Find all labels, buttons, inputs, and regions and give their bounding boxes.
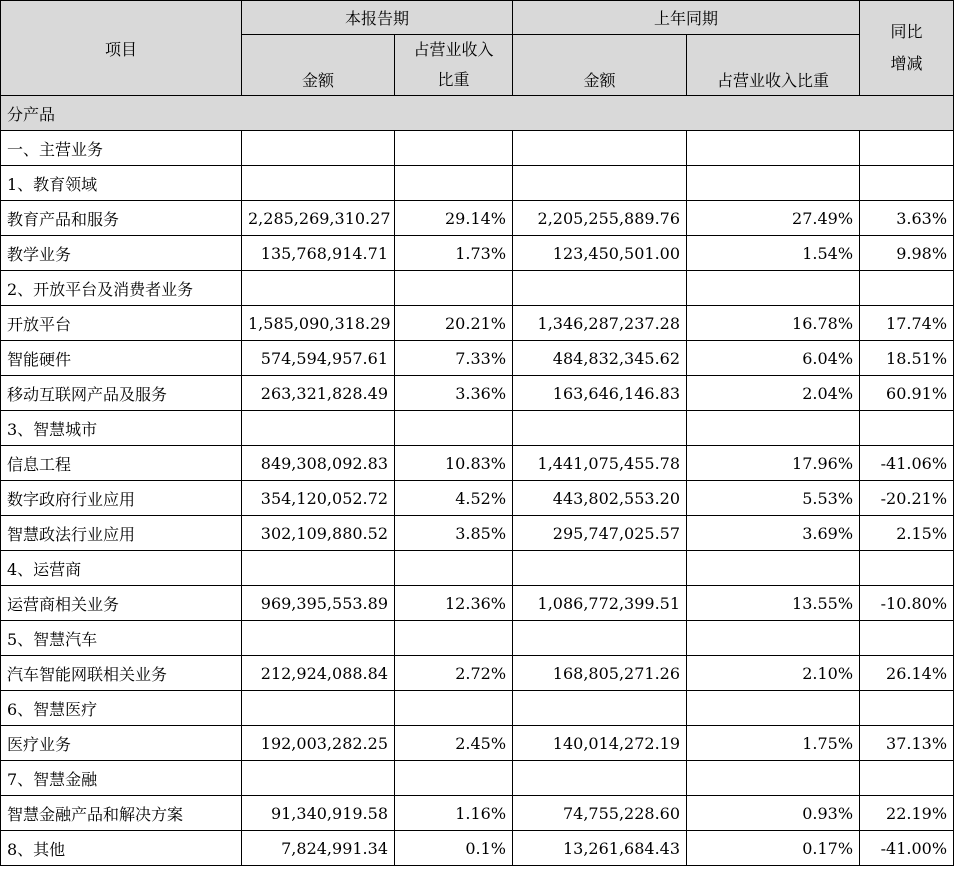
prior-share: 1.54%: [687, 236, 860, 271]
empty-cell: [242, 411, 395, 446]
group-row: [1, 166, 954, 201]
current-amount: 849,308,092.83: [242, 446, 395, 481]
group-label: 一、主营业务: [1, 131, 242, 166]
group-label: 6、智慧医疗: [1, 691, 242, 726]
header-current-share: [395, 35, 513, 96]
yoy-change: 37.13%: [860, 726, 954, 761]
row-label: 汽车智能网联相关业务: [1, 656, 242, 691]
empty-cell: [860, 166, 954, 201]
header-prior-period: 上年同期: [513, 1, 860, 35]
group-label: 3、智慧城市: [1, 411, 242, 446]
table-row: [1, 446, 954, 481]
prior-share: 27.49%: [687, 201, 860, 236]
group-label: 4、运营商: [1, 551, 242, 586]
table-header: [1, 1, 954, 96]
row-label: 信息工程: [1, 446, 242, 481]
group-label: 2、开放平台及消费者业务: [1, 271, 242, 306]
row-label: 智慧金融产品和解决方案: [1, 796, 242, 831]
current-amount: 574,594,957.61: [242, 341, 395, 376]
table-row: [1, 831, 954, 866]
row-label: 智能硬件: [1, 341, 242, 376]
empty-cell: [687, 131, 860, 166]
prior-amount: 1,346,287,237.28: [513, 306, 687, 341]
yoy-change: -10.80%: [860, 586, 954, 621]
empty-cell: [513, 621, 687, 656]
current-amount: 302,109,880.52: [242, 516, 395, 551]
empty-cell: [687, 691, 860, 726]
prior-share: 0.17%: [687, 831, 860, 866]
empty-cell: [242, 761, 395, 796]
prior-share: 13.55%: [687, 586, 860, 621]
prior-amount: 1,086,772,399.51: [513, 586, 687, 621]
group-label: 7、智慧金融: [1, 761, 242, 796]
group-label: 1、教育领域: [1, 166, 242, 201]
current-share: 29.14%: [395, 201, 513, 236]
section-label: 分产品: [1, 96, 954, 131]
empty-cell: [860, 411, 954, 446]
yoy-change: -41.06%: [860, 446, 954, 481]
empty-cell: [395, 166, 513, 201]
empty-cell: [513, 166, 687, 201]
empty-cell: [860, 621, 954, 656]
table-row: [1, 341, 954, 376]
empty-cell: [395, 621, 513, 656]
current-amount: 354,120,052.72: [242, 481, 395, 516]
current-amount: 91,340,919.58: [242, 796, 395, 831]
prior-amount: 484,832,345.62: [513, 341, 687, 376]
current-share: 12.36%: [395, 586, 513, 621]
table-row: [1, 481, 954, 516]
empty-cell: [687, 551, 860, 586]
header-yoy-line2: 增减: [890, 54, 923, 73]
row-label: 8、其他: [1, 831, 242, 866]
table-row: [1, 586, 954, 621]
group-label: 5、智慧汽车: [1, 621, 242, 656]
header-row-1: [1, 1, 954, 35]
prior-amount: 443,802,553.20: [513, 481, 687, 516]
yoy-change: 3.63%: [860, 201, 954, 236]
group-row: [1, 411, 954, 446]
header-current-amount: 金额: [242, 35, 395, 96]
yoy-change: 17.74%: [860, 306, 954, 341]
header-prior-amount: 金额: [513, 35, 687, 96]
prior-share: 2.10%: [687, 656, 860, 691]
header-yoy: [860, 1, 954, 96]
row-label: 智慧政法行业应用: [1, 516, 242, 551]
empty-cell: [395, 691, 513, 726]
prior-share: 16.78%: [687, 306, 860, 341]
table-row: [1, 726, 954, 761]
current-share: 3.85%: [395, 516, 513, 551]
table-row: [1, 656, 954, 691]
table-row: [1, 306, 954, 341]
prior-share: 1.75%: [687, 726, 860, 761]
empty-cell: [395, 271, 513, 306]
current-share: 1.16%: [395, 796, 513, 831]
table-row: [1, 516, 954, 551]
empty-cell: [395, 761, 513, 796]
yoy-change: 2.15%: [860, 516, 954, 551]
empty-cell: [513, 411, 687, 446]
empty-cell: [242, 166, 395, 201]
current-amount: 263,321,828.49: [242, 376, 395, 411]
row-label: 运营商相关业务: [1, 586, 242, 621]
empty-cell: [242, 691, 395, 726]
group-row: [1, 551, 954, 586]
group-row: [1, 621, 954, 656]
yoy-change: 9.98%: [860, 236, 954, 271]
current-share: 10.83%: [395, 446, 513, 481]
empty-cell: [687, 411, 860, 446]
empty-cell: [242, 621, 395, 656]
prior-amount: 295,747,025.57: [513, 516, 687, 551]
table-row: [1, 796, 954, 831]
empty-cell: [687, 271, 860, 306]
row-label: 医疗业务: [1, 726, 242, 761]
empty-cell: [687, 761, 860, 796]
header-prior-share: 占营业收入比重: [687, 35, 860, 96]
header-current-share-line2: 比重: [437, 70, 470, 89]
prior-share: 17.96%: [687, 446, 860, 481]
current-share: 20.21%: [395, 306, 513, 341]
current-share: 2.45%: [395, 726, 513, 761]
empty-cell: [513, 551, 687, 586]
empty-cell: [687, 621, 860, 656]
row-label: 教育产品和服务: [1, 201, 242, 236]
header-yoy-line1: 同比: [890, 22, 923, 41]
prior-amount: 13,261,684.43: [513, 831, 687, 866]
empty-cell: [513, 131, 687, 166]
table-row: [1, 236, 954, 271]
empty-cell: [242, 551, 395, 586]
current-amount: 2,285,269,310.27: [242, 201, 395, 236]
current-amount: 212,924,088.84: [242, 656, 395, 691]
current-share: 7.33%: [395, 341, 513, 376]
prior-amount: 140,014,272.19: [513, 726, 687, 761]
empty-cell: [687, 166, 860, 201]
current-share: 4.52%: [395, 481, 513, 516]
empty-cell: [513, 691, 687, 726]
current-share: 0.1%: [395, 831, 513, 866]
empty-cell: [860, 761, 954, 796]
row-label: 开放平台: [1, 306, 242, 341]
empty-cell: [395, 411, 513, 446]
prior-share: 5.53%: [687, 481, 860, 516]
table-body: [1, 96, 954, 866]
empty-cell: [242, 131, 395, 166]
yoy-change: 26.14%: [860, 656, 954, 691]
empty-cell: [513, 761, 687, 796]
empty-cell: [242, 271, 395, 306]
prior-share: 0.93%: [687, 796, 860, 831]
row-label: 移动互联网产品及服务: [1, 376, 242, 411]
current-amount: 192,003,282.25: [242, 726, 395, 761]
row-label: 数字政府行业应用: [1, 481, 242, 516]
empty-cell: [395, 131, 513, 166]
prior-share: 3.69%: [687, 516, 860, 551]
current-amount: 7,824,991.34: [242, 831, 395, 866]
empty-cell: [860, 271, 954, 306]
current-share: 3.36%: [395, 376, 513, 411]
yoy-change: 22.19%: [860, 796, 954, 831]
empty-cell: [860, 551, 954, 586]
yoy-change: 18.51%: [860, 341, 954, 376]
group-row: [1, 271, 954, 306]
yoy-change: -41.00%: [860, 831, 954, 866]
empty-cell: [395, 551, 513, 586]
group-row: [1, 691, 954, 726]
current-share: 1.73%: [395, 236, 513, 271]
yoy-change: 60.91%: [860, 376, 954, 411]
prior-amount: 1,441,075,455.78: [513, 446, 687, 481]
empty-cell: [513, 271, 687, 306]
group-row: [1, 761, 954, 796]
section-row: [1, 96, 954, 131]
prior-amount: 74,755,228.60: [513, 796, 687, 831]
row-label: 教学业务: [1, 236, 242, 271]
table-row: [1, 376, 954, 411]
current-amount: 969,395,553.89: [242, 586, 395, 621]
prior-share: 6.04%: [687, 341, 860, 376]
table-row: [1, 201, 954, 236]
current-share: 2.72%: [395, 656, 513, 691]
header-item: 项目: [1, 1, 242, 96]
header-current-share-line1: 占营业收入: [413, 40, 494, 59]
empty-cell: [860, 131, 954, 166]
prior-amount: 123,450,501.00: [513, 236, 687, 271]
prior-amount: 163,646,146.83: [513, 376, 687, 411]
prior-amount: 2,205,255,889.76: [513, 201, 687, 236]
prior-share: 2.04%: [687, 376, 860, 411]
group-row: [1, 131, 954, 166]
current-amount: 1,585,090,318.29: [242, 306, 395, 341]
header-current-period: 本报告期: [242, 1, 513, 35]
empty-cell: [860, 691, 954, 726]
yoy-change: -20.21%: [860, 481, 954, 516]
prior-amount: 168,805,271.26: [513, 656, 687, 691]
current-amount: 135,768,914.71: [242, 236, 395, 271]
